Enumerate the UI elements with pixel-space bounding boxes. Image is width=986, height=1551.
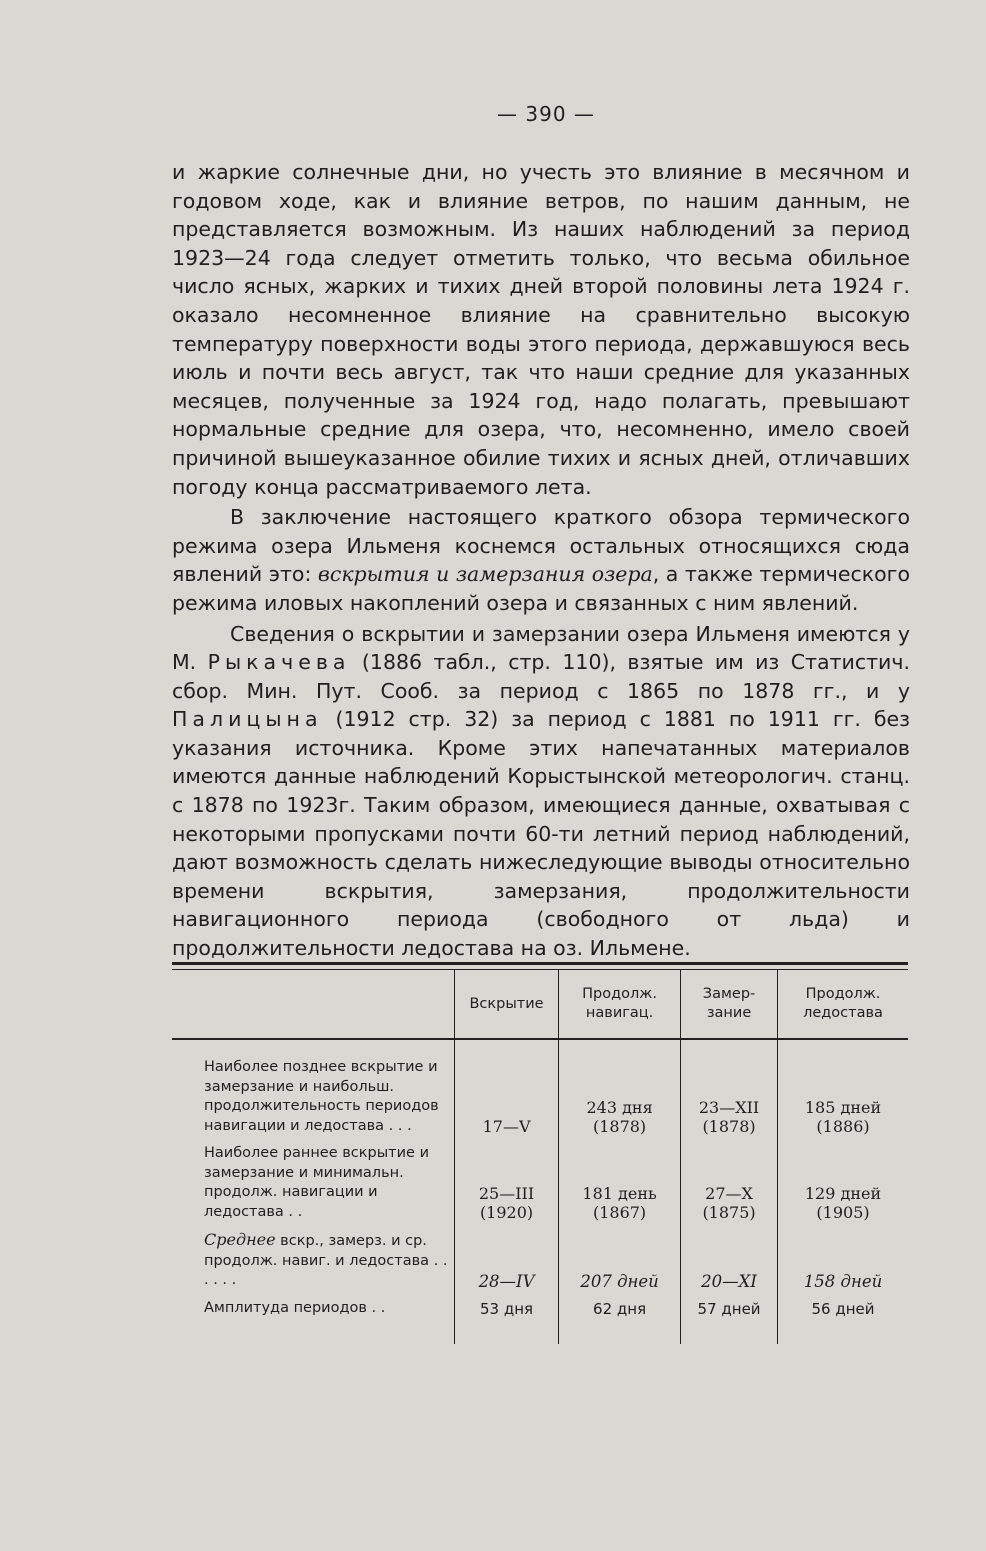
paragraph-3-text-c: (1912 стр. 32) за период с 1881 по 1911 гг. без указания источника. Кроме этих напечатанных материалов имеются данные наблюдений Корыстынской метеорологич. станц. с 1878 по 1923г. Таким образом, имеющиеся данные, охватывая с некоторыми пропусками почти 60-ти летний период наблюдений, дают возможность сделать нижеследующие выводы относительно времени вскрытия, замерзания, продолжительности навигационного периода (свободного от льда) и продолжительности ледостава на оз. Ильмене. [172, 707, 910, 961]
page-number: — 390 — [497, 102, 595, 126]
spacer-cell [172, 1322, 455, 1344]
table-header-opening: Вскрытие [455, 970, 559, 1039]
row-label: Наиболее позднее вскрытие и замерзание и наибольш. продолжительность периодов навигации и ледостава . . . [204, 1059, 439, 1134]
table-cell: 181 день (1867) [559, 1140, 681, 1226]
row-label-rest: вскр., замерз. и ср. продолж. навиг. и ледостава . . . . . . [204, 1233, 448, 1288]
table-cell: 56 дней [778, 1295, 908, 1323]
table-row [172, 1226, 908, 1295]
table-header-freezing: Замер- зание [681, 970, 778, 1039]
body-text [172, 158, 910, 965]
row-label: Амплитуда периодов . . [204, 1299, 386, 1316]
table-bottom-spacer [172, 1322, 908, 1344]
paragraph-3-text-a: Сведения о вскрытии и замерзании озера Ильменя имеются у М. [172, 621, 910, 675]
row-label-italic: Среднее [204, 1230, 276, 1249]
table-top-rule [172, 962, 908, 965]
row-label: Наиболее раннее вскрытие и замерзание и минимальн. продолж. навигации и ледостава . . [204, 1145, 429, 1220]
spacer-cell [559, 1322, 681, 1344]
paragraph-2-text-a: В заключение настоящего краткого обзора термического режима озера Ильменя коснемся остальных относящихся сюда явлений это: [172, 505, 910, 587]
table-cell: 17—V [455, 1039, 559, 1140]
table-cell: 57 дней [681, 1295, 778, 1323]
table-cell: 62 дня [559, 1295, 681, 1323]
paragraph-3 [172, 620, 910, 963]
table-cell: 158 дней [778, 1226, 908, 1295]
ice-table [172, 962, 908, 1344]
table-cell: 243 дня (1878) [559, 1039, 681, 1140]
table-header-ice-duration: Продолж. ледостава [778, 970, 908, 1039]
spacer-cell [455, 1322, 559, 1344]
paragraph-2-emphasis: вскрытия и замерзания озера [317, 562, 653, 587]
paragraph-2-text-b: , а также термического режима иловых накоплений озера и связанных с ним явлений. [172, 562, 910, 615]
table-cell: 27—X (1875) [681, 1140, 778, 1226]
ice-data-table [172, 970, 908, 1344]
author-name-rykachev: Рыкачева [207, 650, 351, 675]
table-cell: 185 дней (1886) [778, 1039, 908, 1140]
table-header-blank [172, 970, 455, 1039]
table-cell: 25—III (1920) [455, 1140, 559, 1226]
paragraph-3-text-b: (1886 табл., стр. 110), взятые им из Статистич. сбор. Мин. Пут. Сооб. за период с 1865 по 1878 гг., и у [172, 650, 910, 703]
table-cell: 129 дней (1905) [778, 1140, 908, 1226]
table-cell: 20—XI [681, 1226, 778, 1295]
table-row [172, 1295, 908, 1323]
table-row [172, 1039, 908, 1140]
table-cell: 53 дня [455, 1295, 559, 1323]
author-name-palitsyn: Палицына [172, 707, 323, 732]
row-label [172, 1226, 455, 1295]
table-header-navigation: Продолж. навигац. [559, 970, 681, 1039]
paragraph-1: и жаркие солнечные дни, но учесть это влияние в месячном и годовом ходе, как и влияние ветров, по нашим данным, не представляется возможным. Из наших наблюдений за период 1923—24 года следует отметить только, что весьма обильное число ясных, жарких и тихих дней второй половины лета 1924 г. оказало несомненное влияние на сравнительно высокую температуру поверхности воды этого периода, державшуюся весь июль и почти весь август, так что наши средние для указанных месяцев, полученные за 1924 год, надо полагать, превышают нормальные средние для озера, что, несомненно, имело своей причиной вышеуказанное обилие тихих и ясных дней, отличавших погоду конца рассматриваемого лета. [172, 160, 910, 499]
table-row [172, 1140, 908, 1226]
paragraph-2 [172, 503, 910, 617]
table-cell: 23—XII (1878) [681, 1039, 778, 1140]
table-cell: 207 дней [559, 1226, 681, 1295]
table-header-row [172, 970, 908, 1039]
table-cell: 28—IV [455, 1226, 559, 1295]
spacer-cell [778, 1322, 908, 1344]
spacer-cell [681, 1322, 778, 1344]
